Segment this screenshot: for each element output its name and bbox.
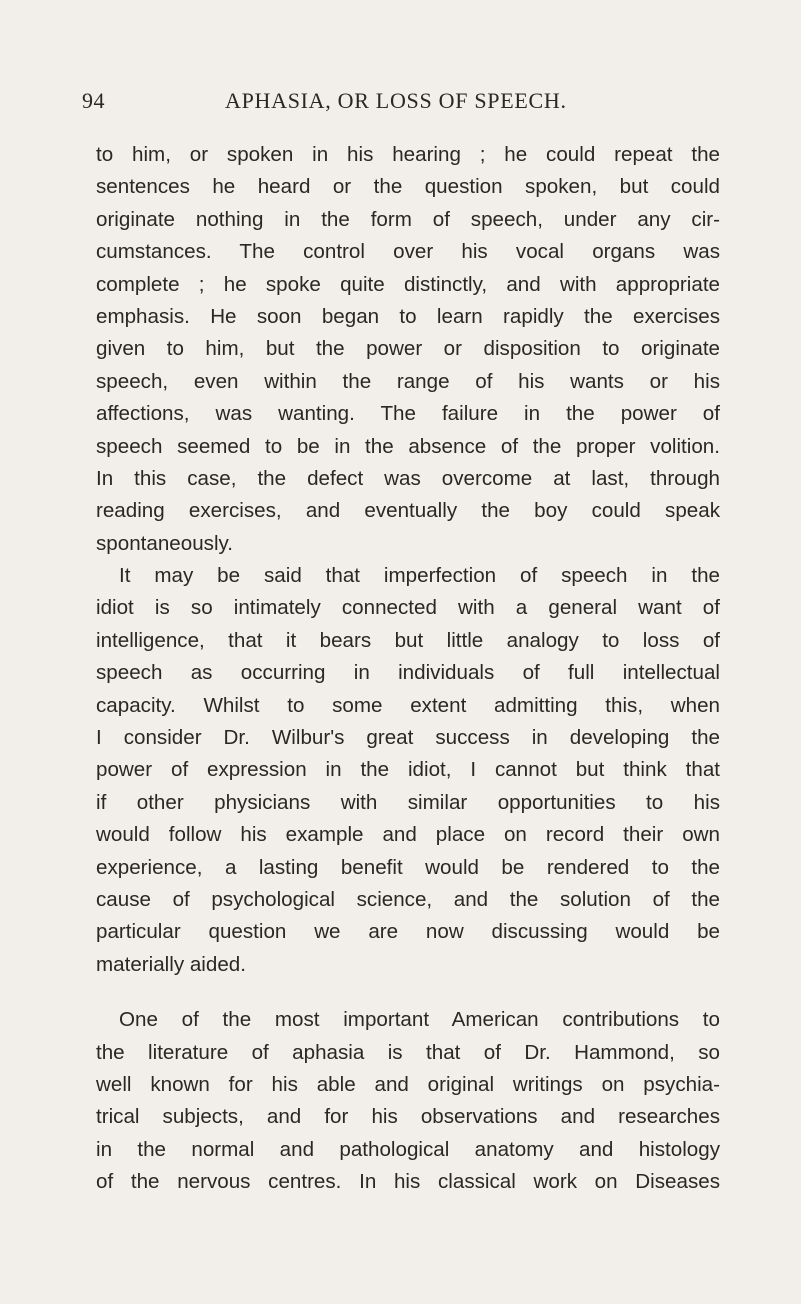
text-line: trical subjects, and for his observations and researches [96, 1105, 720, 1129]
text-line: the literature of aphasia is that of Dr. Hammond, so [96, 1040, 720, 1064]
text-line: reading exercises, and eventually the boy could speak [96, 499, 720, 523]
text-line: to him, or spoken in his hearing ; he could repeat the [96, 143, 720, 166]
text-line: particular question we are now discussing would be [96, 920, 720, 944]
paragraph-spacer [96, 981, 720, 1004]
text-line: spontaneously. [96, 531, 234, 555]
running-head [82, 88, 702, 122]
text-line: idiot is so intimately connected with a general want of [96, 596, 720, 620]
text-line: given to him, but the power or disposition to originate [96, 337, 720, 361]
text-line: emphasis. He soon began to learn rapidly the exercises [96, 304, 720, 328]
paragraph-1 [96, 139, 720, 560]
text-line: intelligence, that it bears but little analogy to loss of [96, 628, 720, 652]
body-text [96, 139, 720, 1199]
running-title: APHASIA, OR LOSS OF SPEECH. [225, 88, 567, 113]
text-line: speech as occurring in individuals of full intellectual [96, 661, 720, 685]
text-line: if other physicians with similar opportunities to his [96, 790, 720, 814]
text-line: capacity. Whilst to some extent admitting this, when [96, 693, 720, 717]
text-line: I consider Dr. Wilbur's great success in developing the [96, 726, 720, 750]
text-line: cause of psychological science, and the solution of the [96, 887, 720, 911]
text-line: power of expression in the idiot, I cannot but think that [96, 758, 720, 782]
paragraph-2 [96, 560, 720, 981]
text-line: affections, was wanting. The failure in the power of [96, 402, 720, 426]
text-line: cumstances. The control over his vocal organs was [96, 240, 720, 264]
page-number: 94 [82, 88, 105, 113]
text-line: would follow his example and place on record their own [96, 823, 720, 847]
text-line: of the nervous centres. In his classical work on Diseases [96, 1170, 720, 1194]
text-line: well known for his able and original writings on psychia- [96, 1072, 720, 1096]
text-line: In this case, the defect was overcome at last, through [96, 466, 720, 490]
text-line: sentences he heard or the question spoken, but could [96, 175, 720, 199]
text-line: originate nothing in the form of speech, under any cir- [96, 207, 720, 231]
text-line: It may be said that imperfection of speech in the [119, 564, 720, 588]
paragraph-3 [96, 1004, 720, 1198]
text-line: materially aided. [96, 952, 246, 976]
text-line: speech seemed to be in the absence of the proper volition. [96, 434, 720, 458]
text-line: in the normal and pathological anatomy and histology [96, 1137, 720, 1161]
text-line: experience, a lasting benefit would be rendered to the [96, 855, 720, 879]
text-line: One of the most important American contributions to [119, 1008, 720, 1032]
text-line: complete ; he spoke quite distinctly, and with appropriate [96, 272, 720, 296]
text-line: speech, even within the range of his wants or his [96, 369, 720, 393]
